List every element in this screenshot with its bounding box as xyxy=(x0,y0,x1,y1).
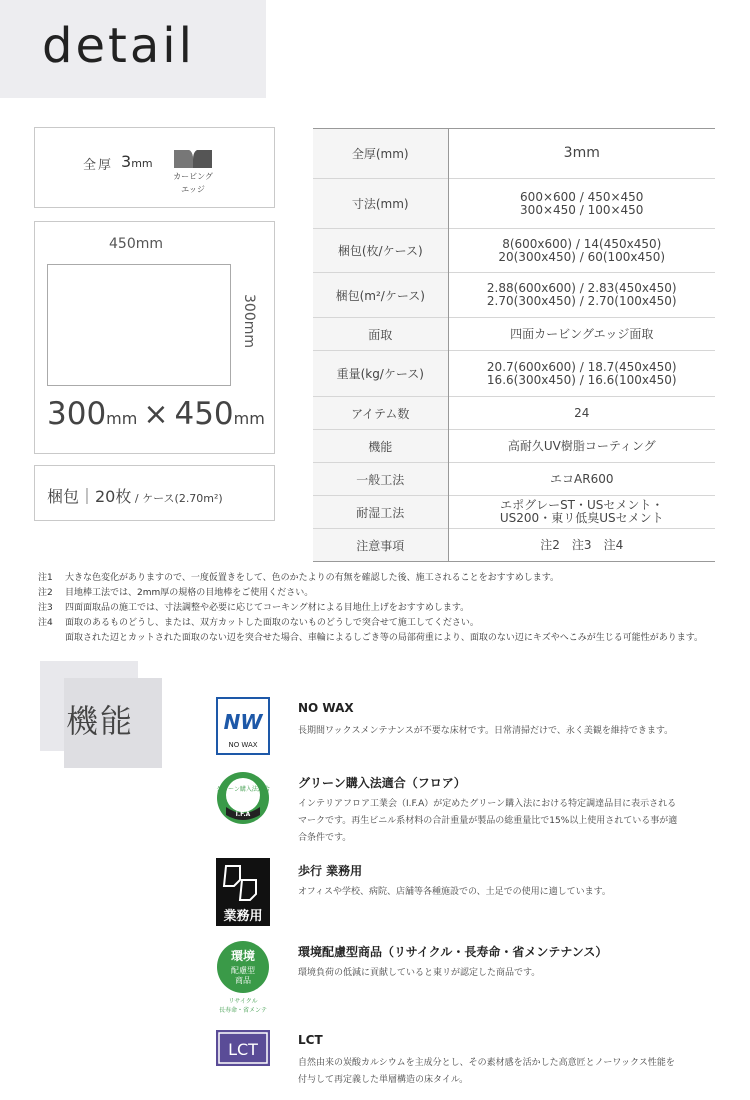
feature-desc-eco: 環境負荷の低減に貢献していると東リが認定した商品です。 xyxy=(298,968,541,978)
title-box xyxy=(0,0,266,98)
spec-key: 耐湿工法 xyxy=(313,496,448,529)
spec-value: 注2 注3 注4 xyxy=(448,529,715,562)
note-item: 面取された辺とカットされた面取のない辺を突合せた場合、車輪によるしごき等の局部荷重により、面取のない辺にキズやへこみが生じる可能性があります。 xyxy=(65,633,704,643)
svg-text:I.F.A: I.F.A xyxy=(235,811,251,818)
spec-key: 面取 xyxy=(313,318,448,351)
spec-key: 梱包(m²/ケース) xyxy=(313,273,448,318)
lct-icon xyxy=(216,1030,270,1066)
spec-row xyxy=(313,496,715,529)
spec-row xyxy=(313,179,715,229)
svg-text:商品: 商品 xyxy=(235,976,251,985)
svg-text:リサイクル: リサイクル xyxy=(228,998,258,1005)
svg-text:NO WAX: NO WAX xyxy=(228,741,258,749)
svg-text:配慮型: 配慮型 xyxy=(231,966,255,975)
spec-value: 24 xyxy=(448,397,715,430)
feature-title-no-wax: NO WAX xyxy=(298,701,354,715)
pack-label: 梱包｜20枚 / ケース(2.70m²) xyxy=(47,487,223,506)
svg-text:業務用: 業務用 xyxy=(223,909,263,924)
spec-value: 600×600 / 450×450 300×450 / 100×450 xyxy=(448,179,715,229)
svg-text:LCT: LCT xyxy=(228,1040,258,1059)
spec-key: アイテム数 xyxy=(313,397,448,430)
eco-product-icon xyxy=(216,940,270,1016)
feature-title-eco: 環境配慮型商品（リサイクル・長寿命・省メンテナンス） xyxy=(298,945,608,959)
svg-text:環境: 環境 xyxy=(230,949,256,963)
tile-outline xyxy=(47,264,231,386)
spec-value: 高耐久UV樹脂コーティング xyxy=(448,430,715,463)
thickness-box xyxy=(34,127,275,208)
spec-value: 四面カービングエッジ面取 xyxy=(448,318,715,351)
svg-text:NW: NW xyxy=(223,710,263,734)
pack-box xyxy=(34,465,275,521)
spec-row xyxy=(313,529,715,562)
spec-value: エコAR600 xyxy=(448,463,715,496)
spec-table xyxy=(313,128,715,562)
feature-desc-green: インテリアフロア工業会（I.F.A）が定めたグリーン購入法における特定調達品目に表示される マークです。再生ビニル系材料の合計重量が製品の総重量比で15%以上使用されている事が適 合条件です。 xyxy=(298,799,678,843)
no-wax-icon xyxy=(216,697,270,755)
thickness-value: 3mm xyxy=(121,152,153,171)
spec-row xyxy=(313,351,715,397)
spec-value: 8(600x600) / 14(450x450) 20(300x450) / 60(100x450) xyxy=(448,229,715,273)
thickness-label: 全厚 xyxy=(83,158,114,173)
spec-key: 機能 xyxy=(313,430,448,463)
feature-title-commercial: 歩行 業務用 xyxy=(298,864,363,878)
note-item: 注3 四面面取品の施工では、寸法調整や必要に応じてコーキング材による目地仕上げをおすすめします。 xyxy=(38,603,470,613)
feature-desc-no-wax: 長期間ワックスメンテナンスが不要な床材です。日常清掃だけで、永く美観を維持できます。 xyxy=(298,726,674,736)
note-item: 注1 大きな色変化がありますので、一度仮置きをして、色のかたよりの有無を確認した後、施工されることをおすすめします。 xyxy=(38,573,560,583)
spec-key: 寸法(mm) xyxy=(313,179,448,229)
spec-row xyxy=(313,229,715,273)
spec-row xyxy=(313,463,715,496)
svg-text:グリーン購入法適合: グリーン購入法適合 xyxy=(216,786,270,793)
spec-value: 20.7(600x600) / 18.7(450x450) 16.6(300x450) / 16.6(100x450) xyxy=(448,351,715,397)
spec-key: 一般工法 xyxy=(313,463,448,496)
height-label: 300mm xyxy=(241,294,257,348)
spec-key: 梱包(枚/ケース) xyxy=(313,229,448,273)
spec-value: 3mm xyxy=(448,129,715,179)
green-purchase-icon xyxy=(216,771,270,825)
feature-desc-lct: 自然由来の炭酸カルシウムを主成分とし、その素材感を活かした高意匠とノーワックス性能を 付与して再定義した単層構造の床タイル。 xyxy=(298,1058,675,1085)
carving-edge-label: カービング エッジ xyxy=(173,172,213,194)
spec-value: 2.88(600x600) / 2.83(450x450) 2.70(300x450) / 2.70(100x450) xyxy=(448,273,715,318)
page-title: detail xyxy=(42,18,195,74)
spec-key: 重量(kg/ケース) xyxy=(313,351,448,397)
functions-title: 機能 xyxy=(66,702,135,740)
spec-row xyxy=(313,273,715,318)
width-label: 450mm xyxy=(109,236,163,252)
spec-key: 注意事項 xyxy=(313,529,448,562)
spec-row xyxy=(313,318,715,351)
commercial-use-icon xyxy=(216,858,270,926)
note-item: 注2 目地棒工法では、2mm厚の規格の目地棒をご使用ください。 xyxy=(38,588,314,598)
carving-edge-icon xyxy=(174,150,212,168)
feature-title-lct: LCT xyxy=(298,1033,323,1047)
size-box xyxy=(34,221,275,454)
spec-row xyxy=(313,430,715,463)
notes xyxy=(38,571,738,646)
spec-row xyxy=(313,129,715,179)
spec-value: エポグレーST・USセメント・ US200・東リ低臭USセメント xyxy=(448,496,715,529)
size-readout: 300mm × 450mm xyxy=(47,396,265,432)
feature-desc-commercial: オフィスや学校、病院、店舗等各種施設での、土足での使用に適しています。 xyxy=(298,887,611,897)
svg-text:長寿命・省メンテ: 長寿命・省メンテ xyxy=(218,1007,268,1014)
spec-row xyxy=(313,397,715,430)
feature-title-green: グリーン購入法適合（フロア） xyxy=(298,776,466,790)
spec-key: 全厚(mm) xyxy=(313,129,448,179)
note-item: 注4 面取のあるものどうし、または、双方カットした面取のないものどうしで突合せて施工してください。 xyxy=(38,618,479,628)
